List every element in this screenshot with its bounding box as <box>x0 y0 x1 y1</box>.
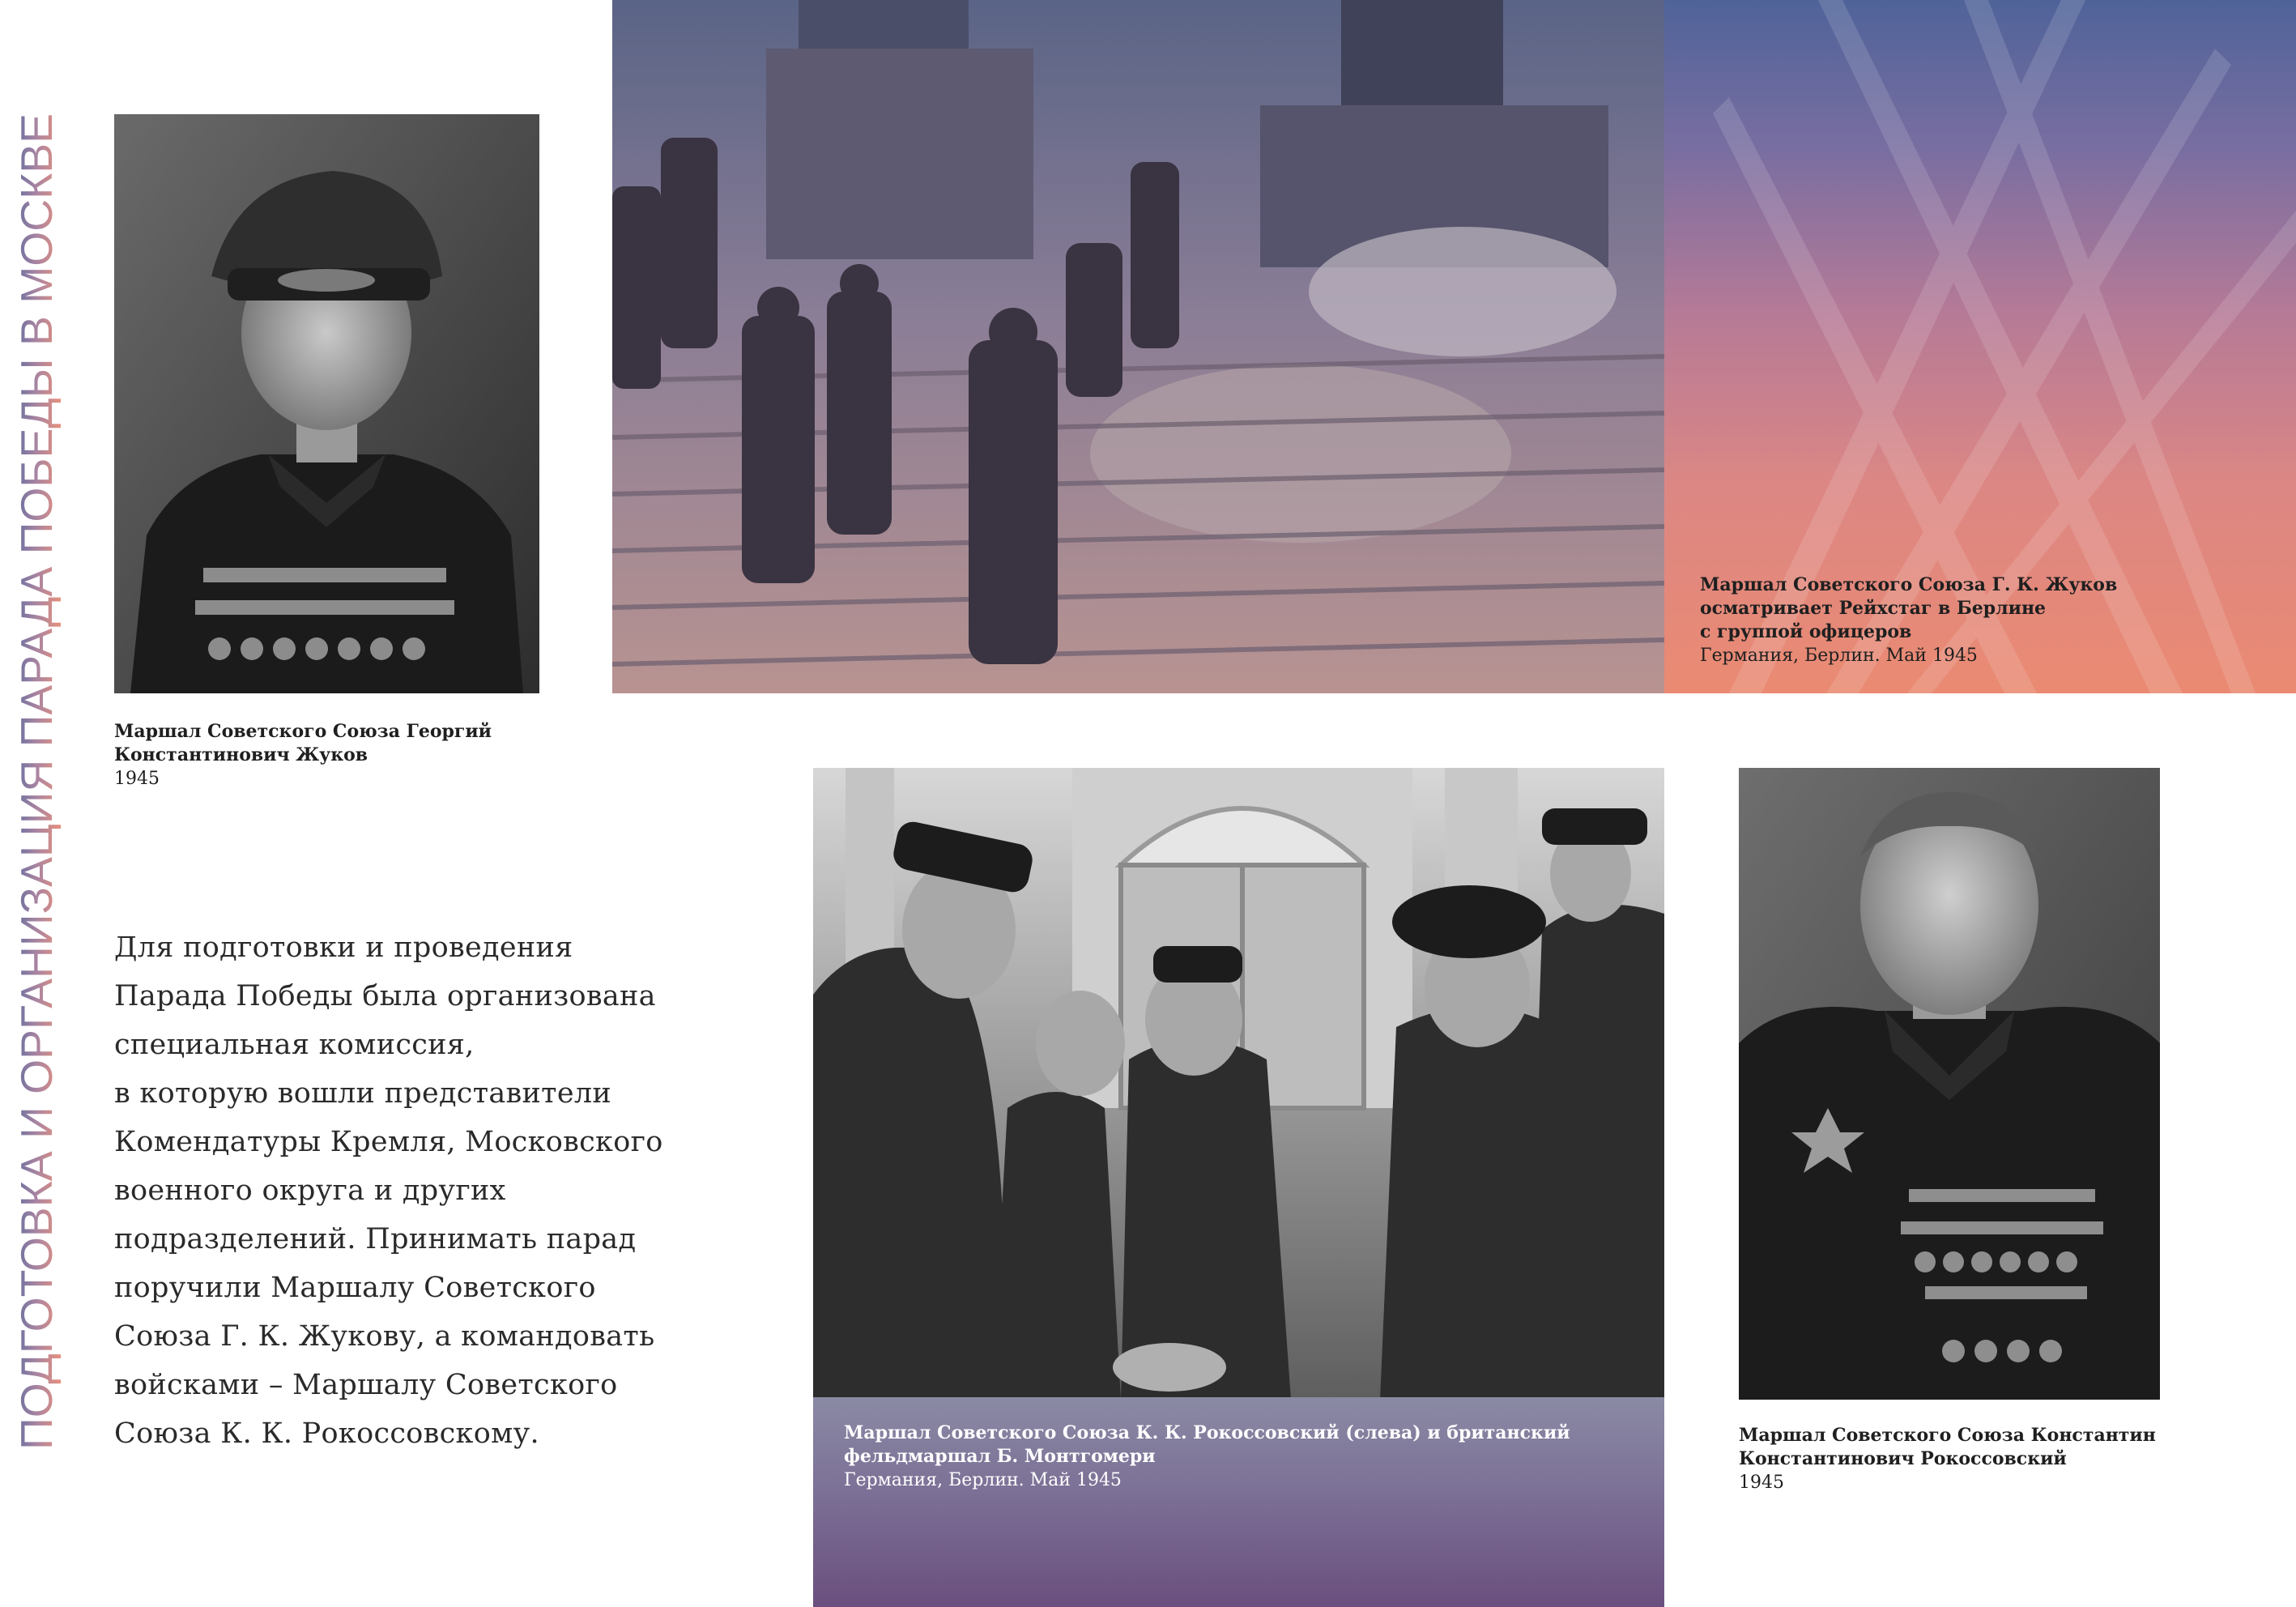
body-line: Комендатуры Кремля, Московского <box>114 1126 663 1158</box>
reichstag-caption-line-2: осматривает Рейхстаг в Берлине <box>1700 598 2047 619</box>
reichstag-caption-place: Германия, Берлин. Май 1945 <box>1700 646 1978 666</box>
rokossovsky-portrait-photo <box>1739 768 2160 1400</box>
reichstag-caption-line-3: с группой офицеров <box>1700 621 1912 642</box>
body-line: Союза Г. К. Жукову, а командовать <box>114 1320 655 1353</box>
montgomery-caption-line-1: Маршал Советского Союза К. К. Рокоссовский (слева) и британский <box>844 1422 1570 1443</box>
zhukov-caption-line-1: Маршал Советского Союза Георгий <box>114 721 492 742</box>
zhukov-caption <box>114 720 568 791</box>
body-line: Для подготовки и проведения <box>114 931 573 964</box>
reichstag-caption <box>1700 573 2283 667</box>
montgomery-caption-panel <box>813 1397 1664 1607</box>
body-paragraph <box>114 923 681 1458</box>
page-title-vertical <box>6 113 65 1458</box>
body-line: военного округа и других <box>114 1174 506 1207</box>
reichstag-caption-panel <box>1664 0 2296 693</box>
reichstag-photo <box>612 0 1665 693</box>
body-line: подразделений. Принимать парад <box>114 1223 637 1255</box>
rokossovsky-caption-line-2: Константинович Рокоссовский <box>1739 1448 2067 1469</box>
rokossovsky-caption-line-1: Маршал Советского Союза Константин <box>1739 1425 2156 1446</box>
body-line: Парада Победы была организована <box>114 980 656 1012</box>
body-line: Союза К. К. Рокоссовскому. <box>114 1417 539 1450</box>
montgomery-caption-place: Германия, Берлин. Май 1945 <box>844 1470 1122 1490</box>
zhukov-caption-line-2: Константинович Жуков <box>114 744 368 765</box>
zhukov-portrait-photo <box>114 114 539 693</box>
body-line: в которую вошли представители <box>114 1077 612 1110</box>
reichstag-caption-line-1: Маршал Советского Союза Г. К. Жуков <box>1700 574 2118 595</box>
montgomery-caption-line-2: фельдмаршал Б. Монтгомери <box>844 1446 1156 1467</box>
montgomery-caption <box>844 1422 1646 1492</box>
body-line: поручили Маршалу Советского <box>114 1272 596 1304</box>
body-line: специальная комиссия, <box>114 1029 475 1061</box>
rokossovsky-caption-year: 1945 <box>1739 1473 1784 1493</box>
body-line: войсками – Маршалу Советского <box>114 1369 618 1401</box>
page-title-text: ПОДГОТОВКА И ОРГАНИЗАЦИЯ ПАРАДА ПОБЕДЫ В МОСКВЕ <box>11 119 62 1450</box>
montgomery-photo <box>813 768 1664 1400</box>
zhukov-caption-year: 1945 <box>114 769 160 789</box>
rokossovsky-caption <box>1739 1424 2273 1494</box>
